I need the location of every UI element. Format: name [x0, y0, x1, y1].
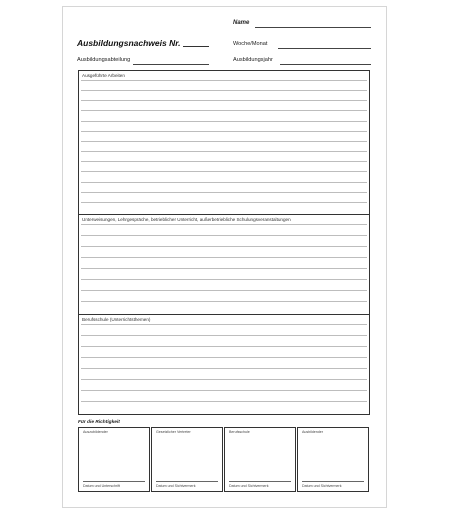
footer-title: Für die Richtigkeit	[78, 420, 120, 425]
week-field-line[interactable]	[278, 48, 371, 49]
signature-box-caption: Datum und Unterschrift	[83, 484, 120, 488]
department-field-line[interactable]	[133, 64, 209, 65]
writing-line[interactable]	[81, 80, 367, 81]
section-instruction	[78, 214, 370, 315]
writing-line[interactable]	[81, 290, 367, 291]
writing-line[interactable]	[81, 151, 367, 152]
writing-line[interactable]	[81, 100, 367, 101]
writing-line[interactable]	[81, 110, 367, 111]
signature-box-trainee[interactable]	[78, 427, 150, 492]
section-vocational-school	[78, 314, 370, 415]
writing-line[interactable]	[81, 257, 367, 258]
signature-box-label: Berufsschule	[229, 430, 250, 434]
name-field-line[interactable]	[255, 27, 371, 28]
signature-box-label: Auszubildender	[83, 430, 108, 434]
writing-line[interactable]	[81, 335, 367, 336]
writing-line[interactable]	[81, 171, 367, 172]
writing-line[interactable]	[81, 235, 367, 236]
signature-box-legal-guardian[interactable]	[151, 427, 223, 492]
writing-line[interactable]	[81, 401, 367, 402]
writing-line[interactable]	[81, 141, 367, 142]
name-label: Name	[233, 20, 250, 26]
section-work-performed	[78, 70, 370, 215]
writing-line[interactable]	[81, 202, 367, 203]
number-field-line[interactable]	[183, 46, 209, 47]
signature-box-label: Ausbildender	[302, 430, 323, 434]
writing-line[interactable]	[81, 192, 367, 193]
year-label: Ausbildungsjahr	[233, 57, 273, 63]
writing-line[interactable]	[81, 379, 367, 380]
writing-line[interactable]	[81, 90, 367, 91]
year-field-line[interactable]	[280, 64, 371, 65]
writing-line[interactable]	[81, 324, 367, 325]
signature-line	[302, 481, 364, 482]
signature-box-caption: Datum und Sichtvermerk	[229, 484, 269, 488]
department-label: Ausbildungsabteilung	[77, 57, 131, 63]
signature-box-vocational-school[interactable]	[224, 427, 296, 492]
signature-box-caption: Datum und Sichtvermerk	[302, 484, 342, 488]
writing-line[interactable]	[81, 161, 367, 162]
writing-line[interactable]	[81, 390, 367, 391]
writing-line[interactable]	[81, 224, 367, 225]
section-title: Ausgeführte Arbeiten	[82, 73, 125, 78]
signature-line	[229, 481, 291, 482]
writing-line[interactable]	[81, 346, 367, 347]
signature-line	[156, 481, 218, 482]
signature-box-caption: Datum und Sichtvermerk	[156, 484, 196, 488]
signature-line	[83, 481, 145, 482]
writing-line[interactable]	[81, 368, 367, 369]
writing-line[interactable]	[81, 131, 367, 132]
writing-line[interactable]	[81, 357, 367, 358]
writing-line[interactable]	[81, 182, 367, 183]
form-title: Ausbildungsnachweis Nr.	[77, 38, 181, 48]
section-title: Berufsschule (Unterrichtsthemen)	[82, 317, 151, 322]
signature-box-trainer[interactable]	[297, 427, 369, 492]
signature-box-label: Gesetzlicher Vertreter	[156, 430, 191, 434]
writing-line[interactable]	[81, 246, 367, 247]
writing-line[interactable]	[81, 268, 367, 269]
writing-line[interactable]	[81, 121, 367, 122]
week-label: Woche/Monat	[233, 41, 268, 47]
writing-line[interactable]	[81, 301, 367, 302]
section-title: Unterweisungen, Lehrgespräche, betrieblicher Unterricht, außerbetriebliche Schulungsveranstaltungen	[82, 217, 291, 222]
writing-line[interactable]	[81, 279, 367, 280]
